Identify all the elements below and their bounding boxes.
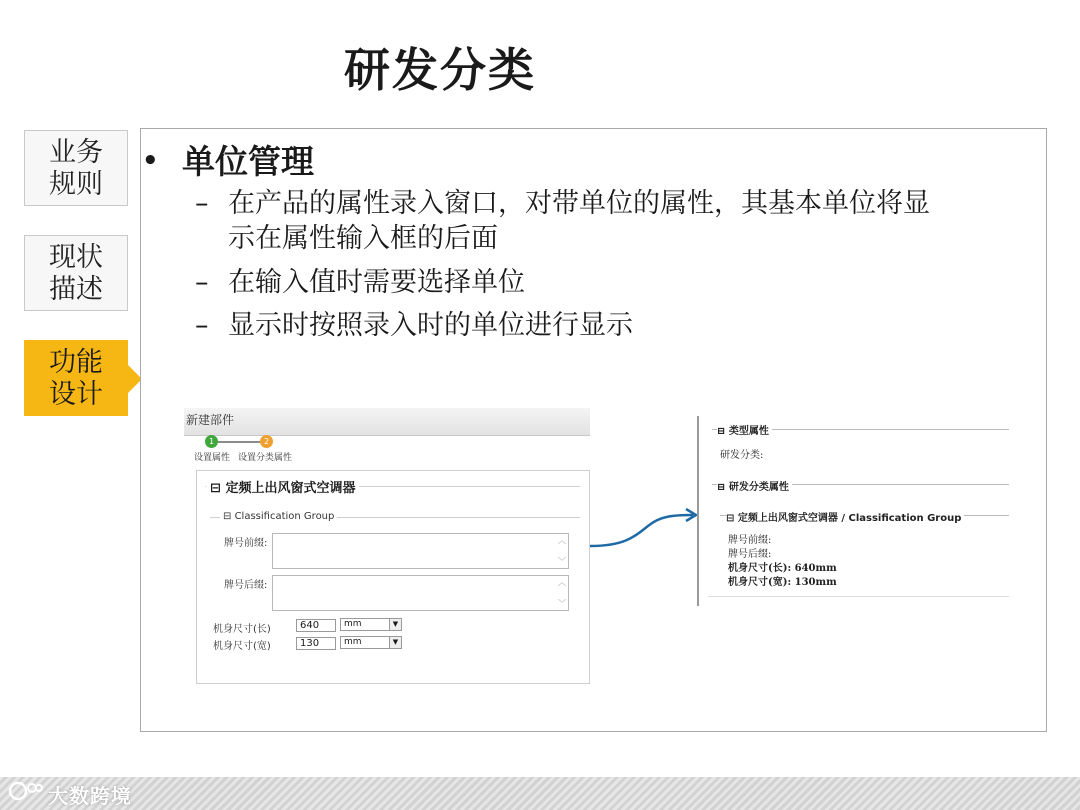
suffix-label: 牌号后缀: [224,580,268,591]
bullet-text-continued: 示在属性输入框的后面 [228,223,498,254]
scroll-up-icon[interactable]: ︿ [558,536,566,545]
step-1-label: 设置属性 [194,453,231,463]
group-title: 定频上出风窗式空调器 / Classification Group [737,513,962,524]
scroll-down-icon[interactable]: ﹀ [558,557,566,566]
bullet-item: – 在输入值时需要选择单位 [195,267,525,298]
bottom-divider [708,596,1009,597]
length-input[interactable]: 640 [296,619,336,632]
collapse-icon[interactable]: ⊟ [210,481,221,496]
rd-section-header[interactable] [717,478,792,493]
suffix-label: 牌号后缀: [728,549,772,560]
chevron-down-icon[interactable]: ▼ [389,637,401,648]
step-1-icon[interactable]: 1 [205,435,218,448]
nav-item-function-design[interactable] [24,340,128,416]
nav-label-line2: 规则 [49,169,103,200]
group-title: 定频上出风窗式空调器 [225,481,356,496]
length-unit-select[interactable] [340,618,402,631]
length-label: 机身尺寸(长) [213,624,271,635]
scroll-up-icon[interactable]: ︿ [558,578,566,587]
prefix-label: 牌号前缀: [728,535,772,546]
type-section-header[interactable] [717,422,772,437]
bullet-text: 显示时按照录入时的单位进行显示 [228,310,633,341]
width-value-line: 机身尺寸(宽): 130mm [728,577,837,588]
subgroup-header[interactable] [220,511,337,522]
dialog-title-bar [184,408,590,436]
collapse-icon[interactable]: ⊟ [726,513,735,524]
step-2-icon[interactable]: 2 [260,435,273,448]
bullet-dot: • [142,146,159,176]
length-value-line: 机身尺寸(长): 640mm [728,563,837,574]
nav-label-line1: 业务 [49,137,103,168]
slide-title: 研发分类 [344,43,536,97]
nav-item-current-status[interactable] [24,235,128,311]
step-2-label: 设置分类属性 [238,453,293,463]
type-section-title: 类型属性 [728,426,769,437]
watermark-text: 大数跨境 [48,784,132,808]
width-input[interactable]: 130 [296,637,336,650]
collapse-icon[interactable]: ⊟ [223,511,232,522]
group-header[interactable] [206,477,359,496]
prefix-input[interactable] [272,533,569,569]
suffix-input[interactable] [272,575,569,611]
nav-item-business-rules[interactable] [24,130,128,206]
nav-label-line1: 现状 [49,242,103,273]
prefix-label: 牌号前缀: [224,538,268,549]
chevron-down-icon[interactable]: ▼ [389,619,401,630]
nav-label-line2: 设计 [49,379,103,410]
heading-text: 单位管理 [182,142,314,181]
rd-section-title: 研发分类属性 [728,482,789,493]
step-connector [218,441,260,443]
nav-label-line1: 功能 [49,347,103,378]
scroll-down-icon[interactable]: ﹀ [558,599,566,608]
bullet-item: – 在产品的属性录入窗口，对带单位的属性，其基本单位将显 示在属性输入框的后面 [195,186,1025,256]
watermark-logo-icon [6,780,46,802]
length-unit-value: mm [344,619,362,629]
width-unit-select[interactable] [340,636,402,649]
collapse-icon[interactable]: ⊟ [717,482,726,493]
bullet-text: 在输入值时需要选择单位 [228,267,525,298]
bullet-item: – 显示时按照录入时的单位进行显示 [195,310,633,341]
width-unit-value: mm [344,637,362,647]
width-label: 机身尺寸(宽) [213,641,271,652]
footer-band [0,777,1080,810]
nav-label-line2: 描述 [49,274,103,305]
section-heading [142,136,314,183]
rd-category-label: 研发分类: [720,450,764,461]
subgroup-title: Classification Group [234,511,335,522]
transition-arrow-icon [588,500,700,550]
collapse-icon[interactable]: ⊟ [717,426,726,437]
bullet-text: 在产品的属性录入窗口，对带单位的属性，其基本单位将显 [228,188,930,219]
group-header[interactable] [726,509,964,524]
dialog-title: 新建部件 [186,413,235,427]
